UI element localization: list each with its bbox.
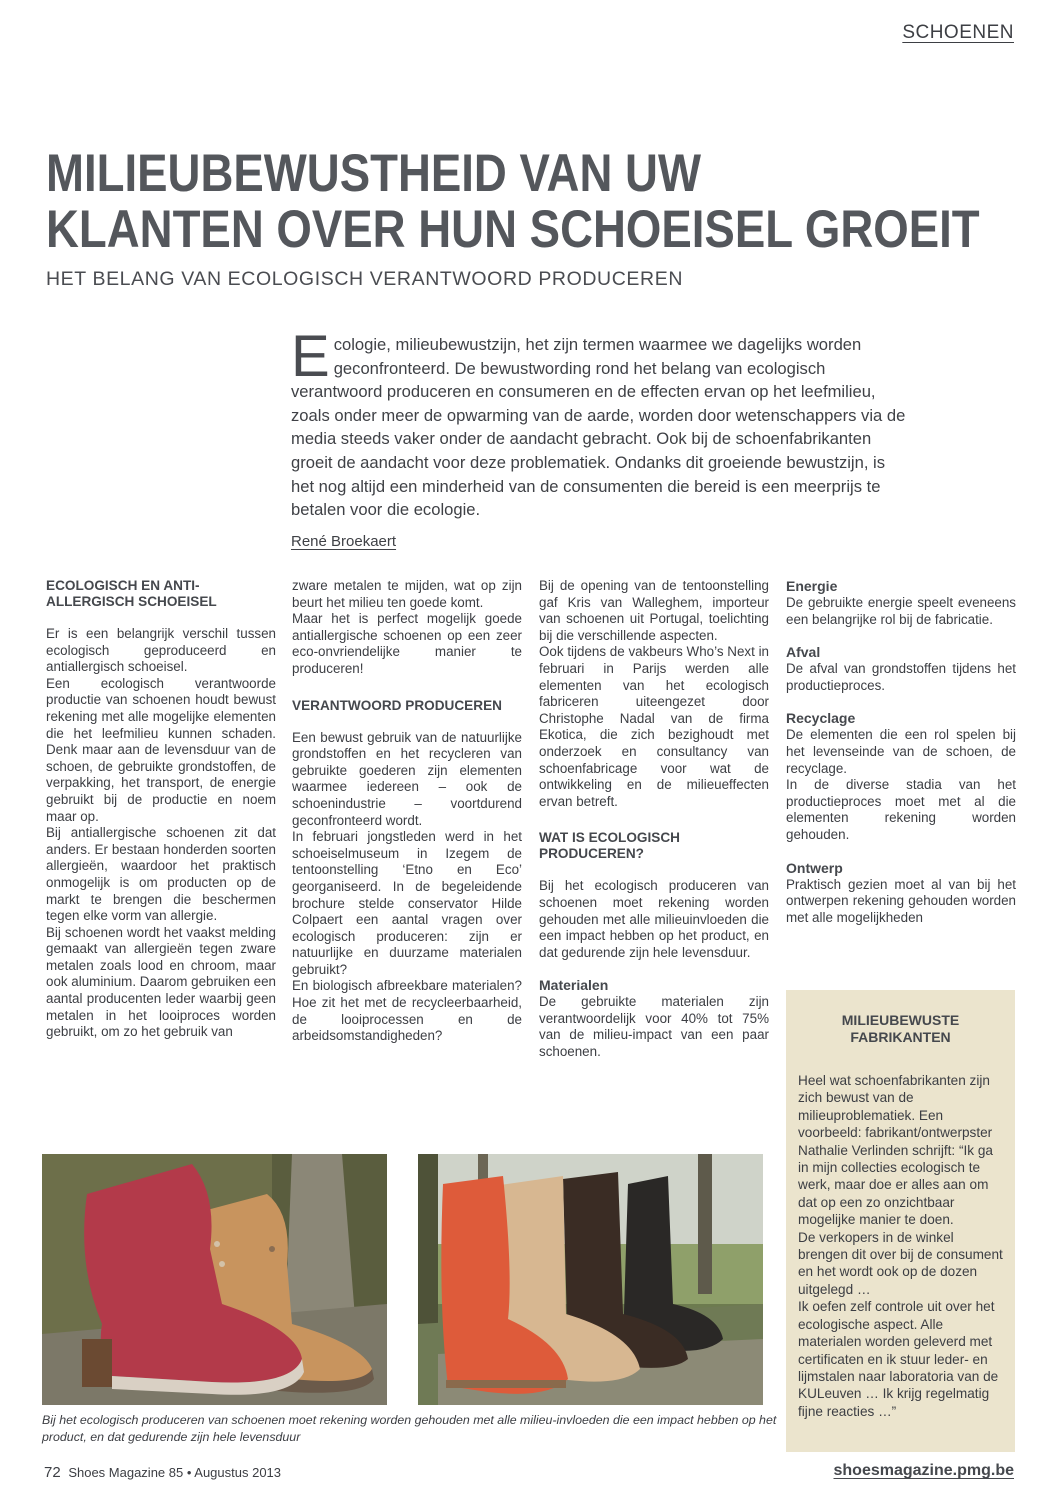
column-1 — [46, 578, 276, 1041]
col2-paragraph: Een bewust gebruik van de natuurlijke grondstoffen en het recycleren van gebruikte goederen zijn elementen waarmee iedereen – ook de schoenindustrie – voortdurend geconfronteerd wordt. — [292, 729, 522, 828]
sidebar-paragraph: De verkopers in de winkel brengen dit over bij de consument en het wordt ook op de dozen uitgelegd … — [798, 1229, 1003, 1297]
sidebar-heading — [786, 1012, 1015, 1046]
sidebar-paragraph: Heel wat schoenfabrikanten zijn zich bewust van de milieuproblematiek. Een voorbeeld: fabrikant/ontwerpster Nathalie Verlinden schrijft: “Ik ga in mijn collecties ecologisch te werk, maar doe er alles aan om dat op een zo onzichtbaar mogelijke manier te doen. — [798, 1073, 993, 1228]
spacer — [292, 678, 522, 698]
col3-subheading-materialen: Materialen — [539, 977, 609, 994]
col2-paragraph: Maar het is perfect mogelijk goede antiallergische schoenen op een zeer eco-onvriendelijke manier te produceren! — [292, 611, 522, 676]
article-title-line-1: MILIEUBEWUSTHEID VAN UW — [46, 144, 701, 203]
col1-paragraph: Een ecologisch verantwoorde productie van schoenen houdt bewust rekening met alle mogelijke elementen die het leefmilieu kunnen schaden. Denk maar aan de levensduur van de schoen, de gebruikte grondstoffen, de verpakking, het transport, de energie gebruikt bij de productie en noem maar op. — [46, 675, 276, 824]
author-byline: René Broekaert — [291, 533, 397, 550]
footer-website-link[interactable]: shoesmagazine.pmg.be — [833, 1462, 1014, 1479]
col1-paragraph: Bij schoenen wordt het vaakst melding gemaakt van allergieën tegen zware metalen zoals lood en chroom, maar ook aluminium. Daarom gebruiken een aantal producenten leder waarbij geen metalen in het looiproces worden gebruikt, om zo het gebruik van — [46, 924, 276, 1040]
sidebar-heading-text: MILIEUBEWUSTE FABRIKANTEN — [841, 1012, 960, 1045]
column-2 — [292, 578, 522, 1045]
section-tag: SCHOENEN — [902, 22, 1014, 43]
col2-paragraph: En biologisch afbreekbare materialen? Hoe zit het met de recycleerbaarheid, de looiprocessen en de arbeidsomstandigheden? — [292, 978, 522, 1044]
col4-paragraph: De gebruikte energie speelt eveneens een belangrijke rol bij de fabricatie. — [786, 595, 1016, 627]
column-4 — [786, 578, 1016, 926]
photo-ankle-boots — [418, 1154, 763, 1405]
col1-paragraph: Er is een belangrijk verschil tussen ecologisch geproduceerd en antiallergisch schoeisel. — [46, 626, 276, 675]
col4-subheading-ontwerp: Ontwerp — [786, 859, 843, 876]
col4-subheading-recyclage: Recyclage — [786, 710, 856, 727]
col3-paragraph: De gebruikte materialen zijn verantwoordelijk voor 40% tot 75% van de milieu-impact van een paar schoenen. — [539, 994, 769, 1060]
col4-paragraph: Praktisch gezien moet al van bij het ontwerpen rekening gehouden worden met alle mogelijkheden — [786, 876, 1016, 925]
col3-paragraph: Ook tijdens de vakbeurs Who’s Next in februari in Parijs werden alle elementen van het ecologisch fabriceren uiteengezet door Christophe Nadal van de firma Ekotica, die zich bezighoudt met onderzoek en consultancy van schoenfabricage voor wat de ontwikkeling en de milieueffecten ervan betreft. — [539, 644, 769, 809]
ankle-boots-illustration — [418, 1154, 763, 1405]
col3-paragraph: Bij de opening van de tentoonstelling gaf Kris van Walleghem, importeur van schoenen uit Portugal, toelichting bij die verschillende aspecten. — [539, 578, 769, 643]
page-number: 72 — [44, 1464, 61, 1481]
col4-paragraph: In de diverse stadia van het productieproces moet met al die elementen rekening worden gehouden. — [786, 777, 1016, 842]
intro-dropcap: E — [291, 324, 330, 389]
col4-subheading-afval: Afval — [786, 644, 821, 661]
spacer — [786, 1046, 1015, 1072]
col1-heading: ECOLOGISCH EN ANTI-ALLERGISCH SCHOEISEL — [46, 578, 217, 609]
spacer — [539, 810, 769, 830]
col2-paragraph: zware metalen te mijden, wat op zijn beurt het milieu ten goede komt. — [292, 578, 522, 610]
sidebar-box — [786, 990, 1015, 1452]
spacer — [786, 628, 1016, 644]
col3-heading: WAT IS ECOLOGISCH PRODUCEREN? — [539, 830, 680, 862]
intro-paragraph — [291, 324, 909, 522]
photo-desert-boots — [42, 1154, 387, 1405]
col4-subheading-energie: Energie — [786, 578, 838, 594]
col3-paragraph: Bij het ecologisch produceren van schoenen moet rekening worden gehouden met alle milieuinvloeden die een impact hebben op het product, en dat gedurende zijn hele levensduur. — [539, 878, 769, 960]
spacer — [539, 961, 769, 977]
col1-paragraph: Bij antiallergische schoenen zit dat anders. Er bestaan honderden soorten allergieën, waardoor het praktisch onmogelijk is om producten op de markt te brengen die beschermen tegen elke vorm van allergie. — [46, 825, 276, 924]
sidebar-paragraph: Ik oefen zelf controle uit over het ecologische aspect. Alle materialen worden geleverd met certificaten en ik stuur leder- en lijmstalen naar laboratoria van de KULeuven … Ik krijg regelmatig fijne reacties …” — [798, 1299, 999, 1419]
article-title — [46, 144, 980, 259]
desert-boots-illustration — [42, 1154, 387, 1405]
spacer — [786, 844, 1016, 860]
footer-publication — [44, 1464, 281, 1481]
article-subtitle: HET BELANG VAN ECOLOGISCH VERANTWOORD PRODUCEREN — [46, 268, 684, 290]
column-3 — [539, 578, 769, 1061]
col4-paragraph: De afval van grondstoffen tijdens het productieproces. — [786, 661, 1016, 693]
publication-info: Shoes Magazine 85 • Augustus 2013 — [68, 1465, 282, 1480]
spacer — [786, 694, 1016, 710]
article-title-line-2: KLANTEN OVER HUN SCHOEISEL GROEIT — [46, 200, 980, 259]
col4-paragraph: De elementen die een rol spelen bij het levenseinde van de schoen, de recyclage. — [786, 727, 1016, 776]
photo-caption: Bij het ecologisch produceren van schoenen moet rekening worden gehouden met alle milieu-invloeden die een impact hebben op het product, en dat gedurende zijn hele levensduur — [42, 1413, 777, 1444]
col2-paragraph: In februari jongstleden werd in het schoeiselmuseum in Izegem de tentoonstelling ‘Etno en Eco’ georganiseerd. In de begeleidende brochure stelde conservator Hilde Colpaert een aantal vragen over ecologisch produceren: zijn er natuurlijke en duurzame materialen gebruikt? — [292, 829, 522, 977]
intro-text: cologie, milieubewustzijn, het zijn termen waarmee we dagelijks worden geconfronteerd. De bewustwording rond het belang van ecologisch verantwoord produceren en consumeren en de effecten ervan op het leefmilieu, zoals onder meer de opwarming van de aarde, worden door wetenschappers via de media steeds vaker onder de aandacht gebracht. Ook bij de schoenfabrikanten groeit de aandacht voor deze problematiek. Ondanks dit groeiende bewustzijn, is het nog altijd een minderheid van de consumenten die bereid is een meerprijs te betalen voor die ecologie. — [291, 335, 906, 520]
col2-heading: VERANTWOORD PRODUCEREN — [292, 697, 502, 713]
